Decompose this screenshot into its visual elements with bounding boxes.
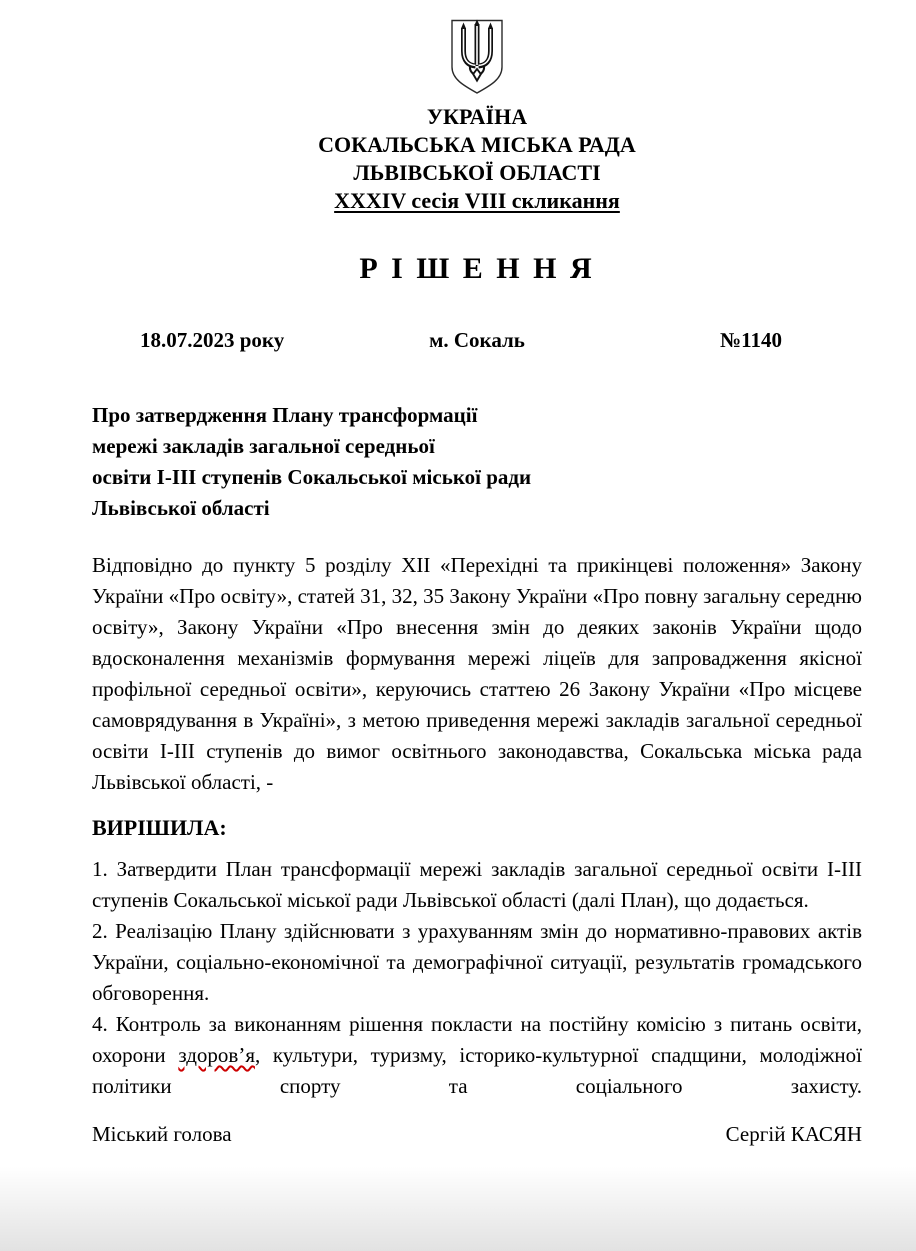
subject-line: Львівської області — [92, 496, 270, 520]
document-header — [92, 0, 862, 215]
decision-number: №1140 — [720, 328, 782, 352]
decision-date: 18.07.2023 року — [140, 328, 285, 352]
coat-of-arms-icon — [449, 18, 505, 96]
preamble-paragraph: Відповідно до пункту 5 розділу XII «Перехідні та прикінцеві положення» Закону України «Про освіту», статей 31, 32, 35 Закону України «Про повну загальну середню освіту», Закону України «Про внесення змін до деяких законів України щодо вдосконалення механізмів формування мережі ліцеїв для запровадження якісної профільної середньої освіти», керуючись статтею 26 Закону України «Про місцеве самоврядування в Україні», з метою приведення мережі закладів загальної середньої освіти І-ІІІ ступенів до вимог освітнього законодавства, Сокальська міська рада Львівської області, - — [92, 553, 862, 794]
resolved-label: ВИРІШИЛА: — [92, 815, 227, 840]
item-4-text-end: , культури, туризму, історико-культурної спадщини, молодіжної політики спорту та соціального захисту. — [92, 1043, 863, 1098]
resolution-item-2: 2. Реалізацію Плану здійснювати з урахуванням змін до нормативно-правових актів України, соціально-економічної та демографічної ситуації, результатів громадського обговорення. — [92, 919, 862, 1005]
resolution-item-4 — [92, 1009, 862, 1102]
decision-place: м. Сокаль — [429, 328, 525, 352]
item-4-text-start: 4. Контроль за виконанням рішення покласти на постійну комісію з питань освіти, охорони — [92, 1012, 862, 1067]
document-title: Р І Ш Е Н Н Я — [359, 252, 595, 285]
signatory-name: Сергій КАСЯН — [725, 1122, 862, 1146]
subject-line: мережі закладів загальної середньої — [92, 434, 435, 458]
header-country: УКРАЇНА — [426, 104, 528, 129]
resolution-item-1: 1. Затвердити План трансформації мережі закладів загальної середньої освіти І-ІІІ ступенів Сокальської міської ради Львівської області (далі План), що додається. — [92, 857, 862, 912]
spellcheck-flagged-word: здоров’я — [178, 1043, 255, 1067]
decision-subject — [92, 400, 862, 524]
header-session-line: XXXIV сесія VIII скликання — [334, 188, 620, 213]
subject-line: освіти І-ІІІ ступенів Сокальської міської ради — [92, 465, 532, 489]
meta-row — [92, 328, 862, 355]
signature-row — [92, 1120, 862, 1148]
document-content — [92, 0, 862, 1148]
page-bottom-shadow — [0, 1166, 916, 1251]
header-region-name: ЛЬВІВСЬКОЇ ОБЛАСТІ — [353, 160, 601, 185]
signatory-position: Міський голова — [92, 1122, 232, 1146]
header-council-name: СОКАЛЬСЬКА МІСЬКА РАДА — [318, 132, 636, 157]
subject-line: Про затвердження Плану трансформації — [92, 403, 478, 427]
